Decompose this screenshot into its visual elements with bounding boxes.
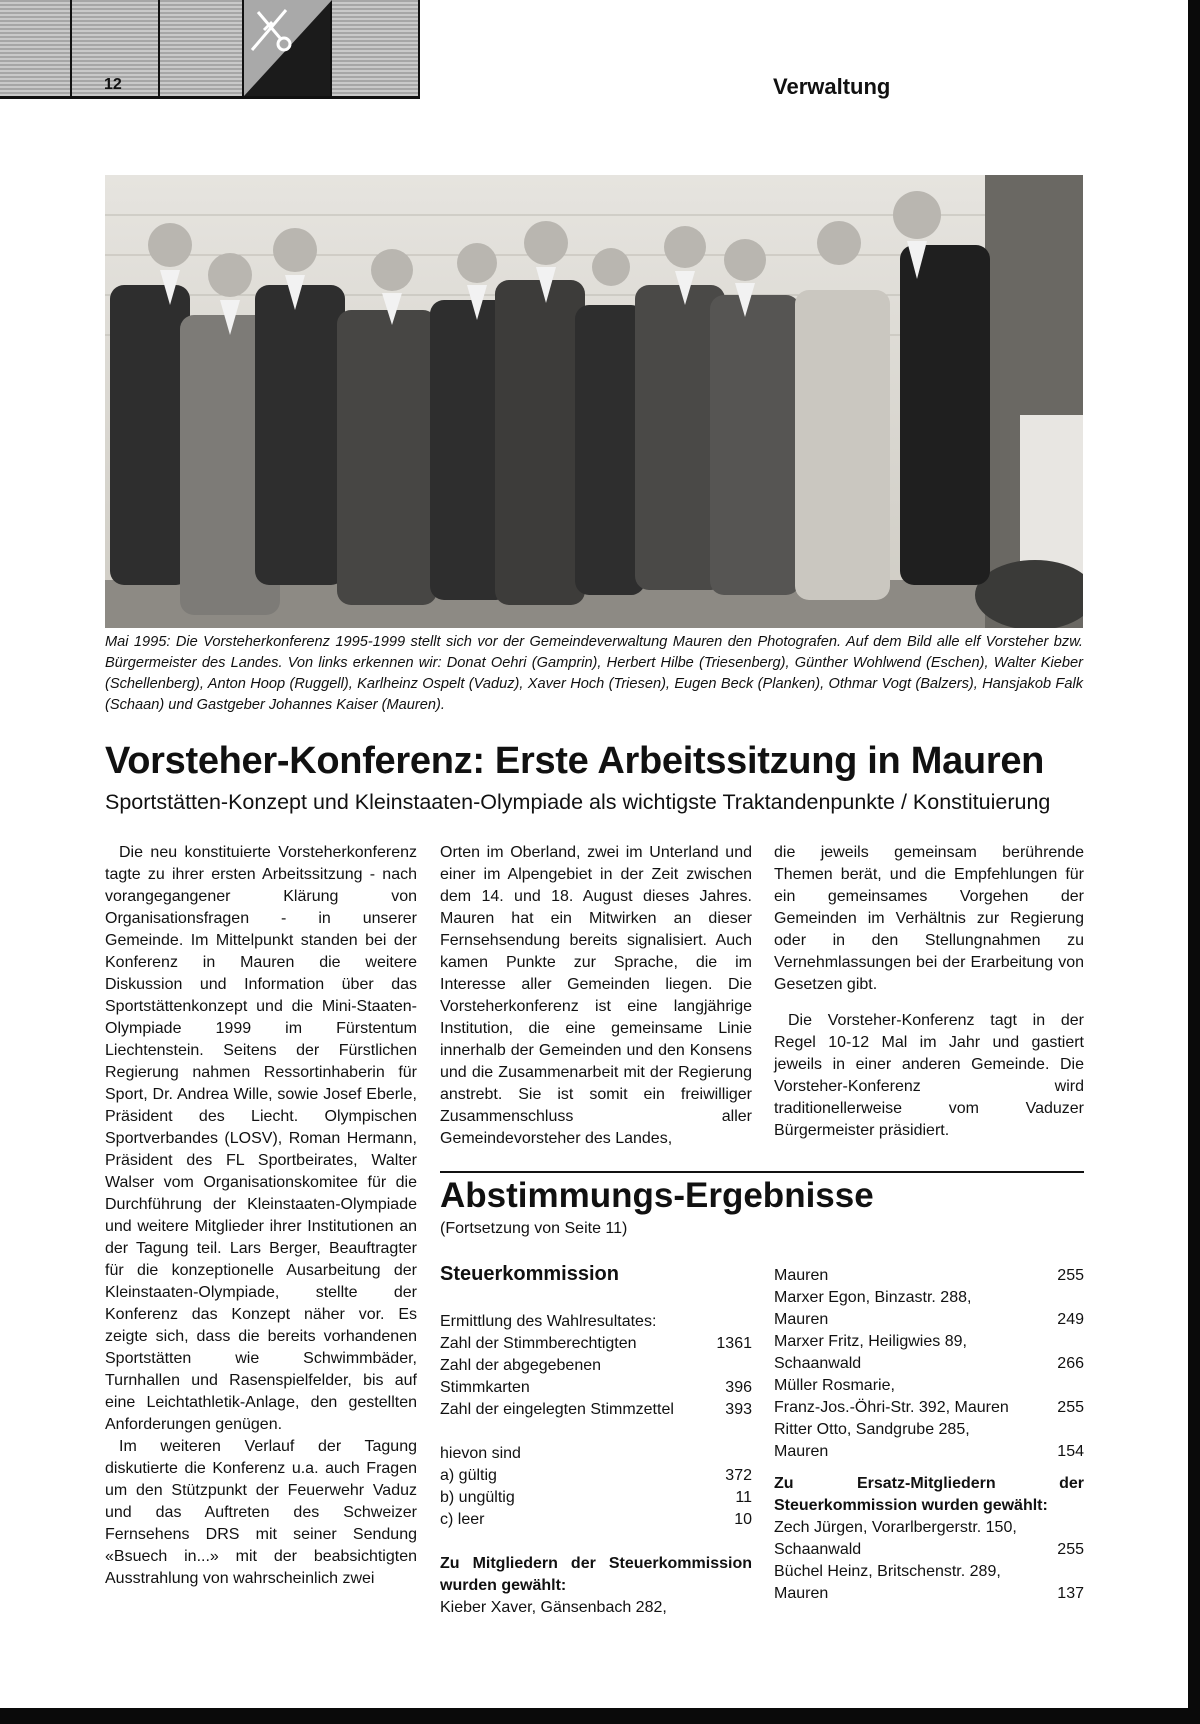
scan-border xyxy=(1188,0,1200,1724)
result-row xyxy=(440,1509,752,1531)
header-tab xyxy=(160,0,244,96)
member-votes: 255 xyxy=(1057,1541,1084,1558)
result-label: Zahl der eingelegten Stimmzettel xyxy=(440,1401,674,1418)
member-entry: Marxer Fritz, Heiligwies 89, xyxy=(774,1333,967,1350)
result-value: 1361 xyxy=(716,1335,752,1352)
member-entry: Müller Rosmarie, xyxy=(774,1377,895,1394)
results-intro: Ermittlung des Wahlresultates: xyxy=(440,1313,657,1330)
substitutes-heading: Zu Ersatz-Mitgliedern der Steuerkommission wurden gewählt: xyxy=(774,1475,1084,1514)
member-votes: 255 xyxy=(1057,1399,1084,1416)
member-row xyxy=(774,1265,1084,1287)
member-votes: 249 xyxy=(1057,1311,1084,1328)
group-photo xyxy=(105,175,1083,628)
member-votes: 266 xyxy=(1057,1355,1084,1372)
member-entry: Büchel Heinz, Britschenstr. 289, xyxy=(774,1563,1001,1580)
result-label: c) leer xyxy=(440,1511,485,1528)
member-place: Franz-Jos.-Öhri-Str. 392, Mauren xyxy=(774,1399,1009,1416)
result-row xyxy=(440,1487,752,1509)
result-value: 396 xyxy=(725,1379,752,1396)
result-label: hievon sind xyxy=(440,1445,521,1462)
section-title: Verwaltung xyxy=(773,74,891,99)
member-row xyxy=(774,1539,1084,1561)
article-paragraph: die jeweils gemeinsam berührende Themen berät, und die Empfehlungen für ein gemeinsames Vorgehen der Gemeinden im Verhältnis zur Regierung oder in den Stellungnahmen zu Vernehmlassungen bei der Erarbeitung von Gesetzen gibt. xyxy=(774,844,1084,993)
page-number: 12 xyxy=(104,76,122,93)
member-place: Schaanwald xyxy=(774,1355,862,1372)
member-place: Mauren xyxy=(774,1585,829,1602)
article-paragraph: Die neu konstituierte Vorsteherkonferenz tagte zu ihrer ersten Arbeitssitzung - nach vorangegangener Klärung von Organisationsfragen - in unserer Gemeinde. Im Mittelpunkt standen bei der Konferenz in Mauren die weitere Diskussion und Information über das Sportstättenkonzept und die Mini-Staaten-Olympiade 1999 im Fürstentum Liechtenstein. Seitens der Fürstlichen Regierung nahmen Ressortinhaberin für Sport, Dr. Andrea Wille, sowie Josef Eberle, Präsident des Liecht. Olympischen Sportverbandes (LOSV), Roman Hermann, Präsident des FL Sportbeirates, Walter Walser vom Organisationskomitee für die Durchführung der Kleinstaaten-Olympiade und weitere Mitglieder ihrer Institutionen an der Tagung teil. Lars Berger, Beauftragter für die konzeptionelle Ausarbeitung der Kleinstaaten-Olympiade, stellte der Konferenz das Konzept näher vor. Es zeigte sich, dass die bereits vorhandenen Sportstätten wie Schwimmbäder, Turnhallen und Rasenspielfelder, bis auf eine Leichtathletik-Anlage, den gestellten Anforderungen genügen. xyxy=(105,844,417,1433)
result-label: a) gültig xyxy=(440,1467,497,1484)
scan-border xyxy=(0,1708,1200,1724)
member-entry: Kieber Xaver, Gänsenbach 282, xyxy=(440,1599,667,1616)
member-votes: 137 xyxy=(1057,1585,1084,1602)
article-column-1 xyxy=(105,842,417,1590)
article-paragraph: Die Vorsteher-Konferenz tagt in der Regel 10-12 Mal im Jahr und gastiert jeweils in einer anderen Gemeinde. Die Vorsteher-Konferenz wird traditionellerweise vom Vaduzer Bürgermeister präsidiert. xyxy=(774,1012,1084,1139)
header-tab xyxy=(332,0,420,96)
results-subtitle: (Fortsetzung von Seite 11) xyxy=(440,1220,628,1237)
member-entry: Marxer Egon, Binzastr. 288, xyxy=(774,1289,972,1306)
member-place: Schaanwald xyxy=(774,1541,862,1558)
result-row xyxy=(440,1377,752,1399)
member-place: Mauren xyxy=(774,1311,829,1328)
member-row xyxy=(774,1583,1084,1605)
result-label: Zahl der Stimmberechtigten xyxy=(440,1335,637,1352)
member-row xyxy=(774,1309,1084,1331)
member-entry: Ritter Otto, Sandgrube 285, xyxy=(774,1421,970,1438)
member-row xyxy=(774,1397,1084,1419)
article-column-3 xyxy=(774,842,1084,1142)
header-tab xyxy=(0,0,72,96)
result-value: 11 xyxy=(735,1489,752,1506)
member-place: Mauren xyxy=(774,1443,829,1460)
article-paragraph: Im weiteren Verlauf der Tagung diskutierte die Konferenz u.a. auch Fragen um den Stützpunkt der Feuerwehr Vaduz und das Auftreten des Schweizer Fernsehens DRS mit seiner Sendung «Bsuech in...» mit der beabsichtigten Ausstrahlung von wahrscheinlich zwei xyxy=(105,1438,417,1587)
photo-caption: Mai 1995: Die Vorsteherkonferenz 1995-1999 stellt sich vor der Gemeindeverwaltung Mauren den Photografen. Auf dem Bild alle elf Vorsteher bzw. Bürgermeister des Landes. Von links erkennen wir: Donat Oehri (Gamprin), Herbert Hilbe (Triesenberg), Günther Wohlwend (Eschen), Walter Kieber (Schellenberg), Anton Hoop (Ruggell), Karlheinz Ospelt (Vaduz), Xaver Hoch (Triesen), Eugen Beck (Planken), Othmar Vogt (Balzers), Hansjakob Falk (Schaan) und Gastgeber Johannes Kaiser (Mauren). xyxy=(105,634,1083,713)
result-value: 10 xyxy=(734,1511,752,1528)
article-subheadline: Sportstätten-Konzept und Kleinstaaten-Olympiade als wichtigste Traktandenpunkte / Konstituierung xyxy=(105,790,1051,814)
article-column-2 xyxy=(440,842,752,1150)
result-value: 372 xyxy=(725,1467,752,1484)
member-place: Mauren xyxy=(774,1267,829,1284)
member-row xyxy=(774,1441,1084,1463)
results-column-1 xyxy=(440,1262,752,1619)
header-tabs xyxy=(0,0,420,99)
result-label: Stimmkarten xyxy=(440,1379,530,1396)
result-label: Zahl der abgegebenen xyxy=(440,1357,602,1374)
result-row xyxy=(440,1465,752,1487)
article-headline: Vorsteher-Konferenz: Erste Arbeitssitzung in Mauren xyxy=(105,740,1045,782)
results-column-2 xyxy=(774,1265,1084,1605)
section-divider xyxy=(440,1171,1084,1173)
members-heading: Zu Mitgliedern der Steuerkommission wurden gewählt: xyxy=(440,1555,752,1594)
member-votes: 154 xyxy=(1057,1443,1084,1460)
member-row xyxy=(774,1353,1084,1375)
result-label: b) ungültig xyxy=(440,1489,515,1506)
member-entry: Zech Jürgen, Vorarlbergerstr. 150, xyxy=(774,1519,1017,1536)
member-votes: 255 xyxy=(1057,1267,1084,1284)
results-title: Abstimmungs-Ergebnisse xyxy=(440,1176,874,1215)
group-photo-image xyxy=(105,175,1083,628)
article-paragraph: Orten im Oberland, zwei im Unterland und einer im Alpengebiet in der Zeit zwischen dem 14. und 18. August dieses Jahres. Mauren hat ein Mitwirken an dieser Fernsehsendung bereits signalisiert. Auch kamen Punkte zur Sprache, die im Interesse aller Gemeinden liegen. Die Vorsteherkonferenz ist eine langjährige Institution, die eine gemeinsame Linie innerhalb der Gemeinden und den Konsens und die Zusammenarbeit mit der Regierung anstrebt. Sie ist somit ein freiwilliger Zusammenschluss aller Gemeindevorsteher des Landes, xyxy=(440,844,752,1147)
results-section-heading: Steuerkommission xyxy=(440,1263,619,1285)
result-row xyxy=(440,1333,752,1355)
result-row xyxy=(440,1399,752,1421)
crossed-keys-icon xyxy=(244,0,332,96)
result-value: 393 xyxy=(725,1401,752,1418)
